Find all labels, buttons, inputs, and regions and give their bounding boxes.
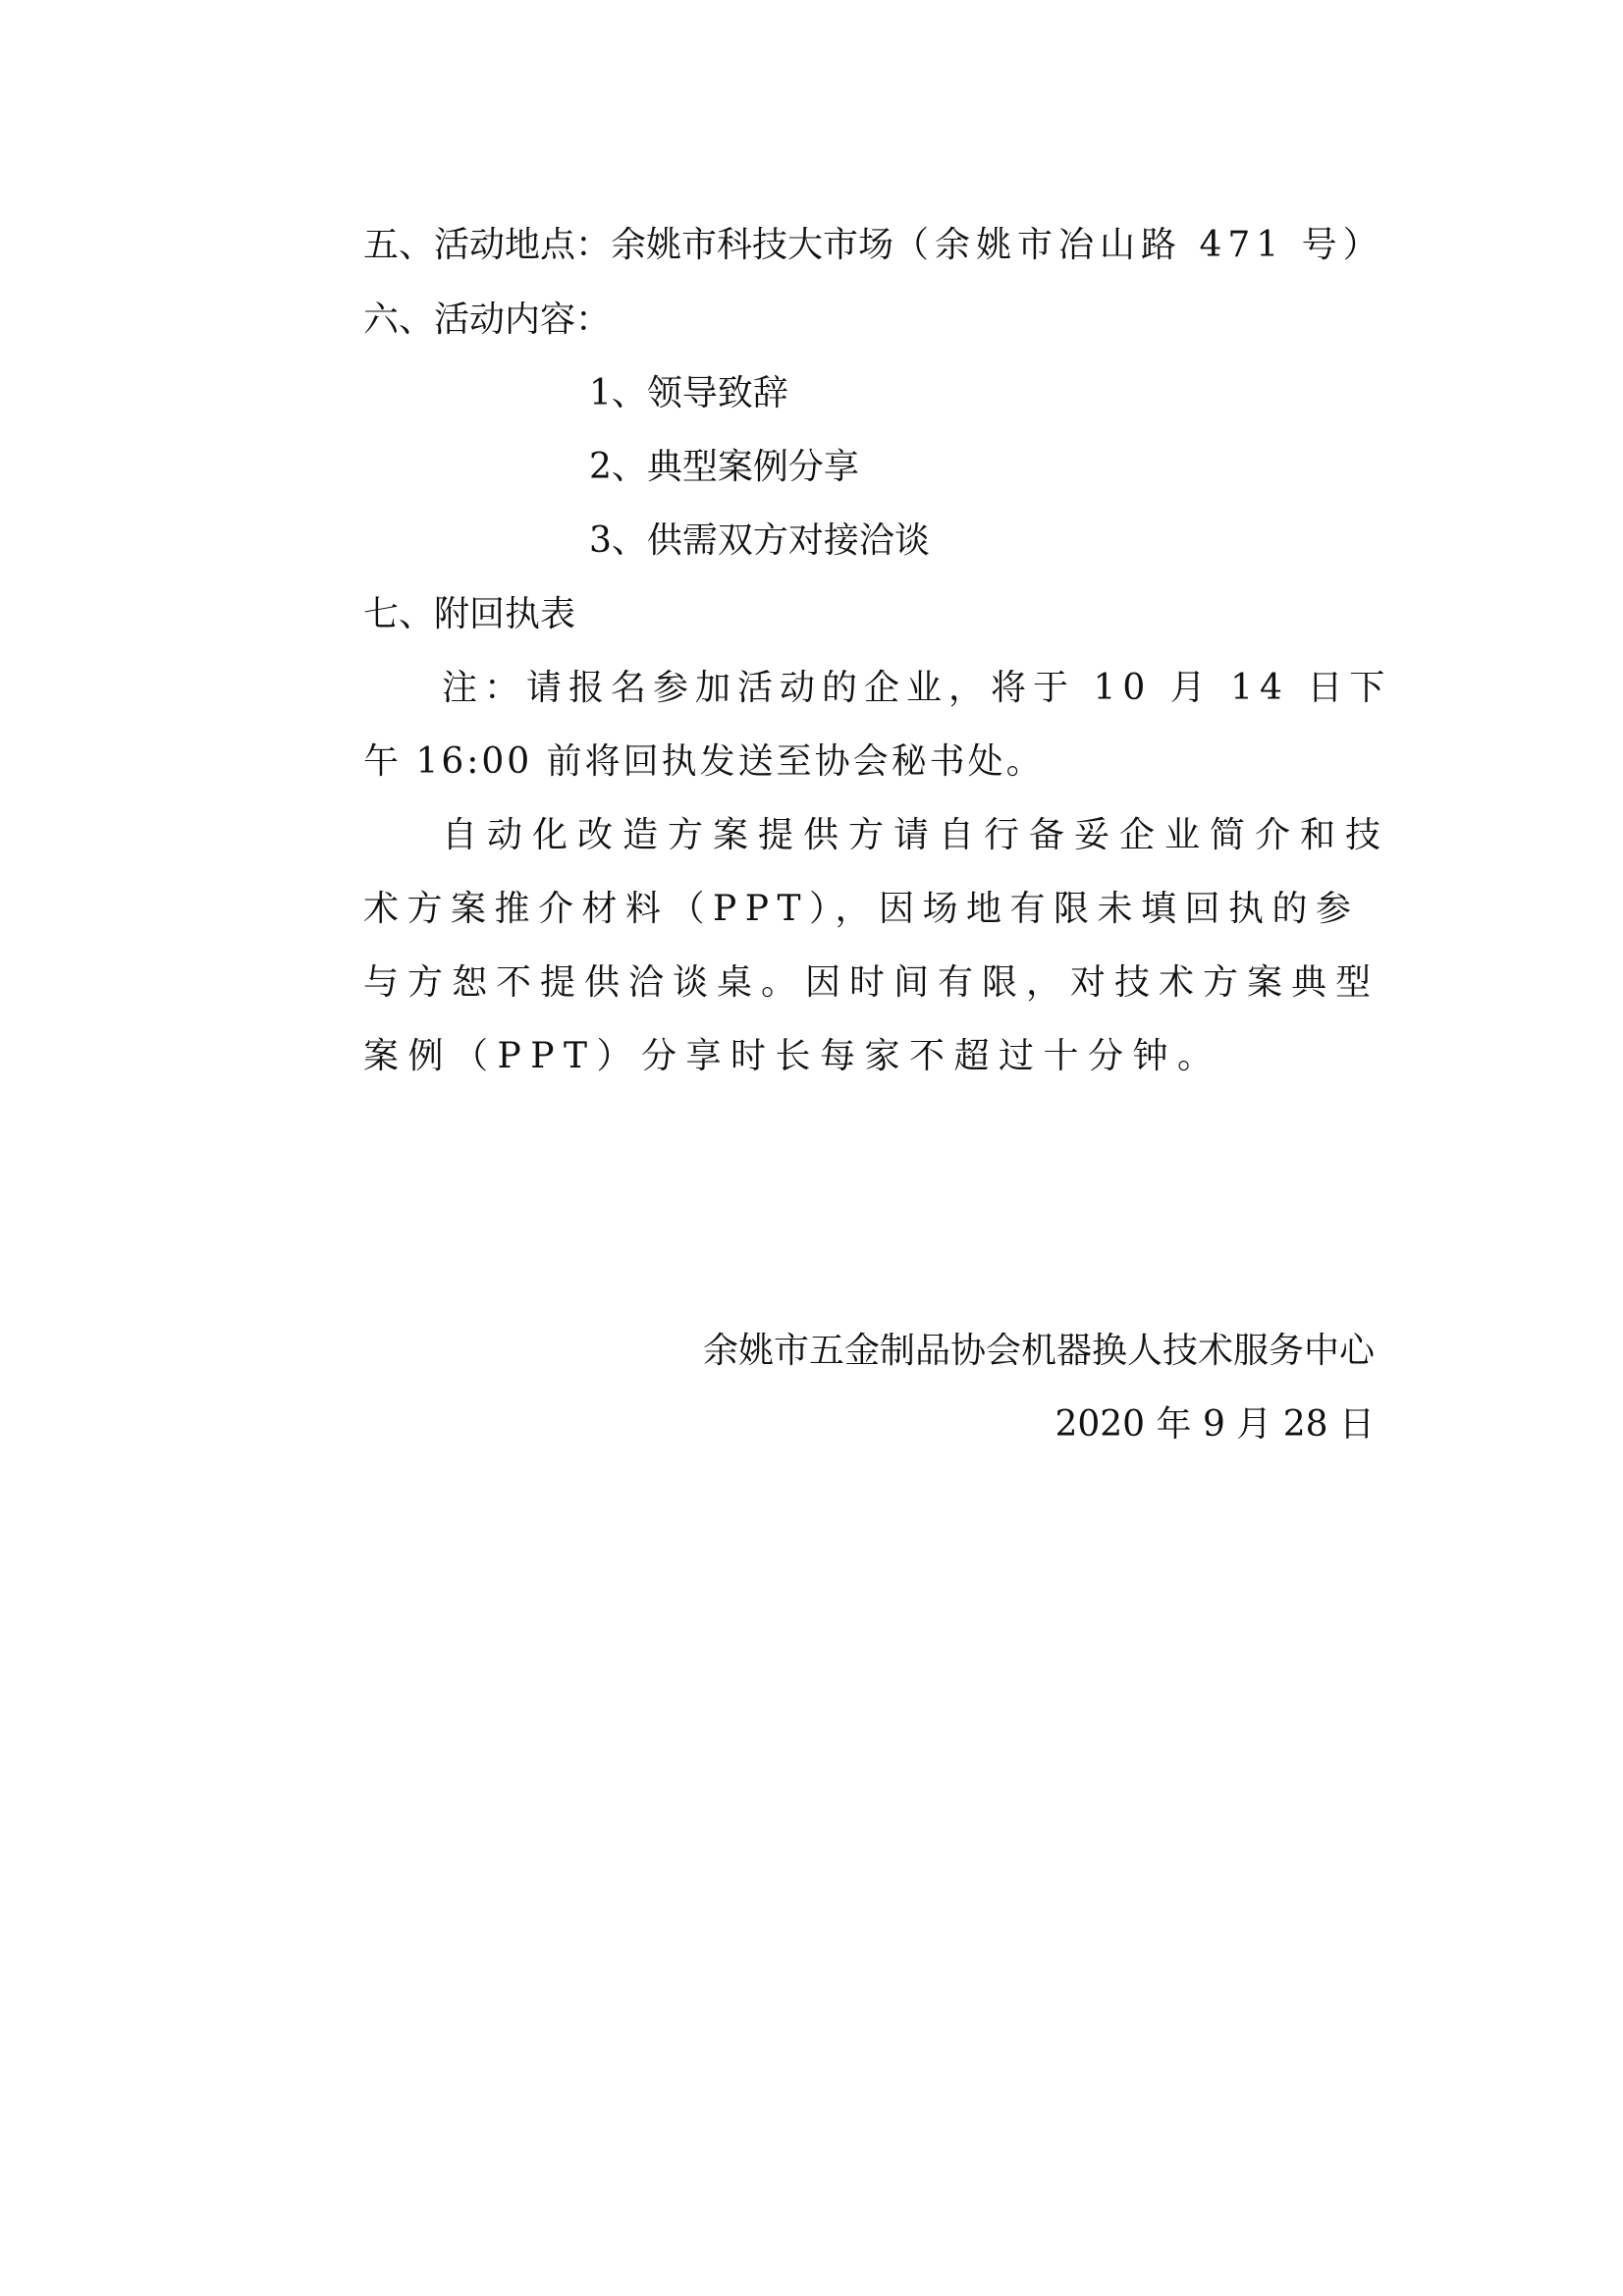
note-line-2: 午 16:00 前将回执发送至协会秘书处。 bbox=[363, 741, 1045, 782]
venue-address: （余姚市冶山路 471 号） bbox=[893, 225, 1384, 265]
content-item-2: 2、典型案例分享 bbox=[589, 447, 859, 487]
venue-line bbox=[363, 222, 1384, 269]
venue-label: 五、活动地点： bbox=[363, 225, 612, 265]
signature-date: 2020 年 9 月 28 日 bbox=[1055, 1404, 1375, 1445]
paragraph-line-4: 案例（PPT）分享时长每家不超过十分钟。 bbox=[363, 1036, 1222, 1076]
venue-name: 余姚市科技大市场 bbox=[611, 225, 894, 265]
content-heading: 六、活动内容： bbox=[363, 300, 612, 340]
paragraph-line-1: 自动化改造方案提供方请自行备妥企业简介和技 bbox=[442, 815, 1391, 855]
paragraph-line-3: 与方恕不提供洽谈桌。因时间有限，对技术方案典型 bbox=[363, 962, 1380, 1003]
content-item-3: 3、供需双方对接洽谈 bbox=[589, 520, 930, 561]
attachment-heading: 七、附回执表 bbox=[363, 594, 576, 634]
content-item-1: 1、领导致辞 bbox=[589, 373, 788, 413]
signature-organization: 余姚市五金制品协会机器换人技术服务中心 bbox=[702, 1331, 1375, 1371]
note-line-1: 注：请报名参加活动的企业，将于 10 月 14 日下 bbox=[442, 668, 1392, 708]
paragraph-line-2: 术方案推介材料（PPT），因场地有限未填回执的参 bbox=[363, 889, 1360, 929]
